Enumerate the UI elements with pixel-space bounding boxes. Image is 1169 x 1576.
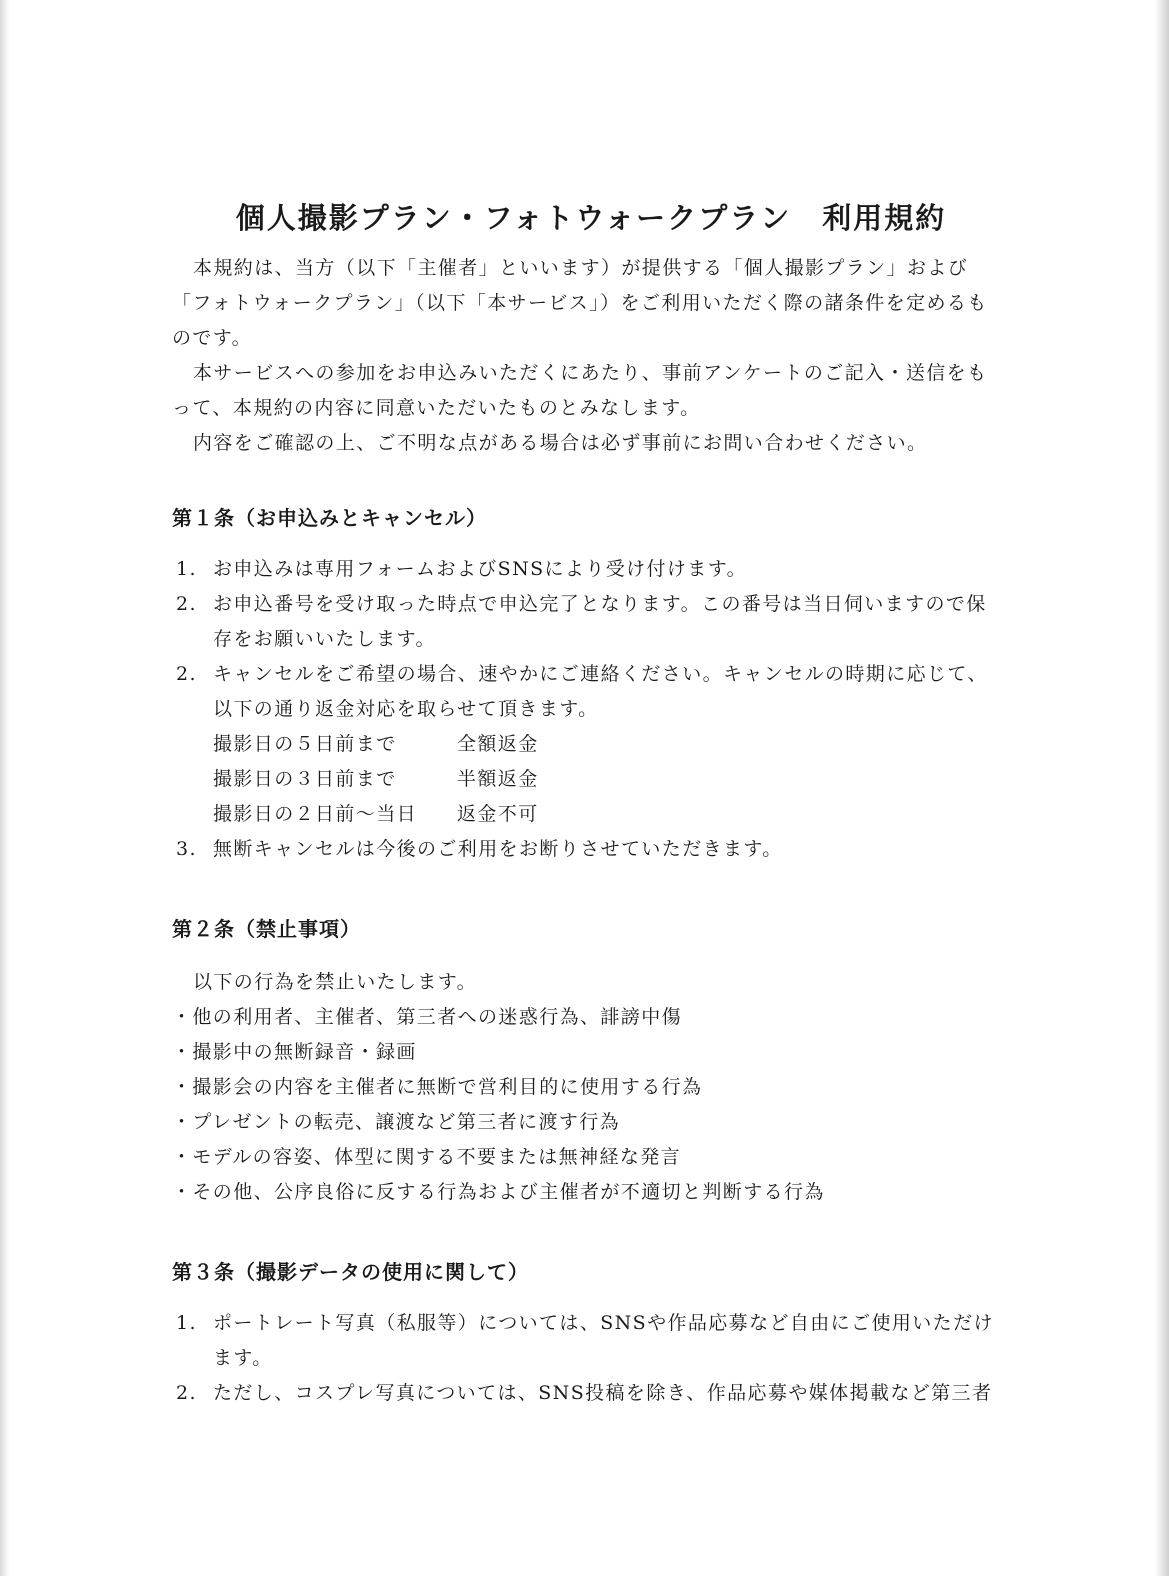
page-edge-left (0, 0, 10, 1576)
list-item-number: 1. (176, 1312, 197, 1335)
refund-timing: 撮影日の３日前まで (213, 768, 397, 791)
article-3-heading: 第３条（撮影データの使用に関して） (172, 1260, 529, 1285)
prohibited-item: ・撮影中の無断録音・録画 (172, 1041, 417, 1064)
spacer (172, 867, 1002, 912)
list-item (172, 1306, 1002, 1376)
document-title: 個人撮影プラン・フォトウォークプラン 利用規約 (235, 201, 947, 235)
article-2-lead: 以下の行為を禁止いたします。 (193, 971, 478, 994)
list-item-number: 2. (176, 1382, 197, 1405)
list-item-number: 2. (176, 663, 197, 686)
list-item-number: 1. (176, 558, 197, 581)
intro-paragraph: 本サービスへの参加をお申込みいただくにあたり、事前アンケートのご記入・送信をもって、本規約の内容に同意いただいたものとみなします。 (172, 362, 988, 420)
refund-timing: 撮影日の５日前まで (213, 733, 397, 756)
refund-row (172, 727, 1002, 762)
spacer (172, 536, 1002, 552)
list-item-number: 2. (176, 593, 197, 616)
list-item-text: ポートレート写真（私服等）については、SNSや作品応募など自由にご使用いただけます。 (213, 1312, 994, 1370)
list-item (172, 657, 1002, 727)
list-item (172, 1376, 1002, 1411)
refund-row (172, 797, 1002, 832)
refund-amount: 半額返金 (457, 768, 539, 791)
list-item-text: ただし、コスプレ写真については、SNS投稿を除き、作品応募や媒体掲載など第三者 (213, 1382, 993, 1405)
prohibited-item: ・撮影会の内容を主催者に無断で営利目的に使用する行為 (172, 1076, 703, 1099)
document-page (172, 195, 1002, 1411)
refund-amount: 返金不可 (457, 803, 539, 826)
refund-timing: 撮影日の２日前〜当日 (213, 803, 418, 826)
prohibited-item: ・プレゼントの転売、譲渡など第三者に渡す行為 (172, 1111, 621, 1134)
list-item-text: 無断キャンセルは今後のご利用をお断りさせていただきます。 (213, 838, 783, 861)
list-item-text: お申込番号を受け取った時点で申込完了となります。この番号は当日伺いますので保存をお願いいたします。 (213, 593, 987, 651)
page-edge-right (1155, 0, 1169, 1576)
article-2 (172, 912, 1002, 1210)
spacer (172, 1290, 1002, 1306)
list-item (172, 552, 1002, 587)
article-1-heading: 第１条（お申込みとキャンセル） (172, 506, 487, 531)
list-item-text: キャンセルをご希望の場合、速やかにご連絡ください。キャンセルの時期に応じて、以下の通り返金対応を取らせて頂きます。 (213, 663, 988, 721)
spacer (172, 461, 1002, 501)
spacer (172, 947, 1002, 965)
article-1 (172, 501, 1002, 867)
article-3 (172, 1255, 1002, 1411)
list-item-number: 3. (176, 838, 197, 861)
refund-row (172, 762, 1002, 797)
prohibited-item: ・他の利用者、主催者、第三者への迷惑行為、誹謗中傷 (172, 1006, 683, 1029)
spacer (172, 1210, 1002, 1255)
article-2-heading: 第２条（禁止事項） (172, 917, 361, 942)
refund-amount: 全額返金 (457, 733, 539, 756)
prohibited-item: ・モデルの容姿、体型に関する不要または無神経な発言 (172, 1146, 682, 1169)
intro-paragraph: 内容をご確認の上、ご不明な点がある場合は必ず事前にお問い合わせください。 (193, 432, 928, 455)
list-item-text: お申込みは専用フォームおよびSNSにより受け付けます。 (213, 558, 747, 581)
list-item (172, 832, 1002, 867)
list-item (172, 587, 1002, 657)
intro-paragraph: 本規約は、当方（以下「主催者」といいます）が提供する「個人撮影プラン」および「フォトウォークプラン」（以下「本サービス」）をご利用いただく際の諸条件を定めるものです。 (172, 257, 988, 350)
prohibited-item: ・その他、公序良俗に反する行為および主催者が不適切と判断する行為 (172, 1181, 825, 1204)
